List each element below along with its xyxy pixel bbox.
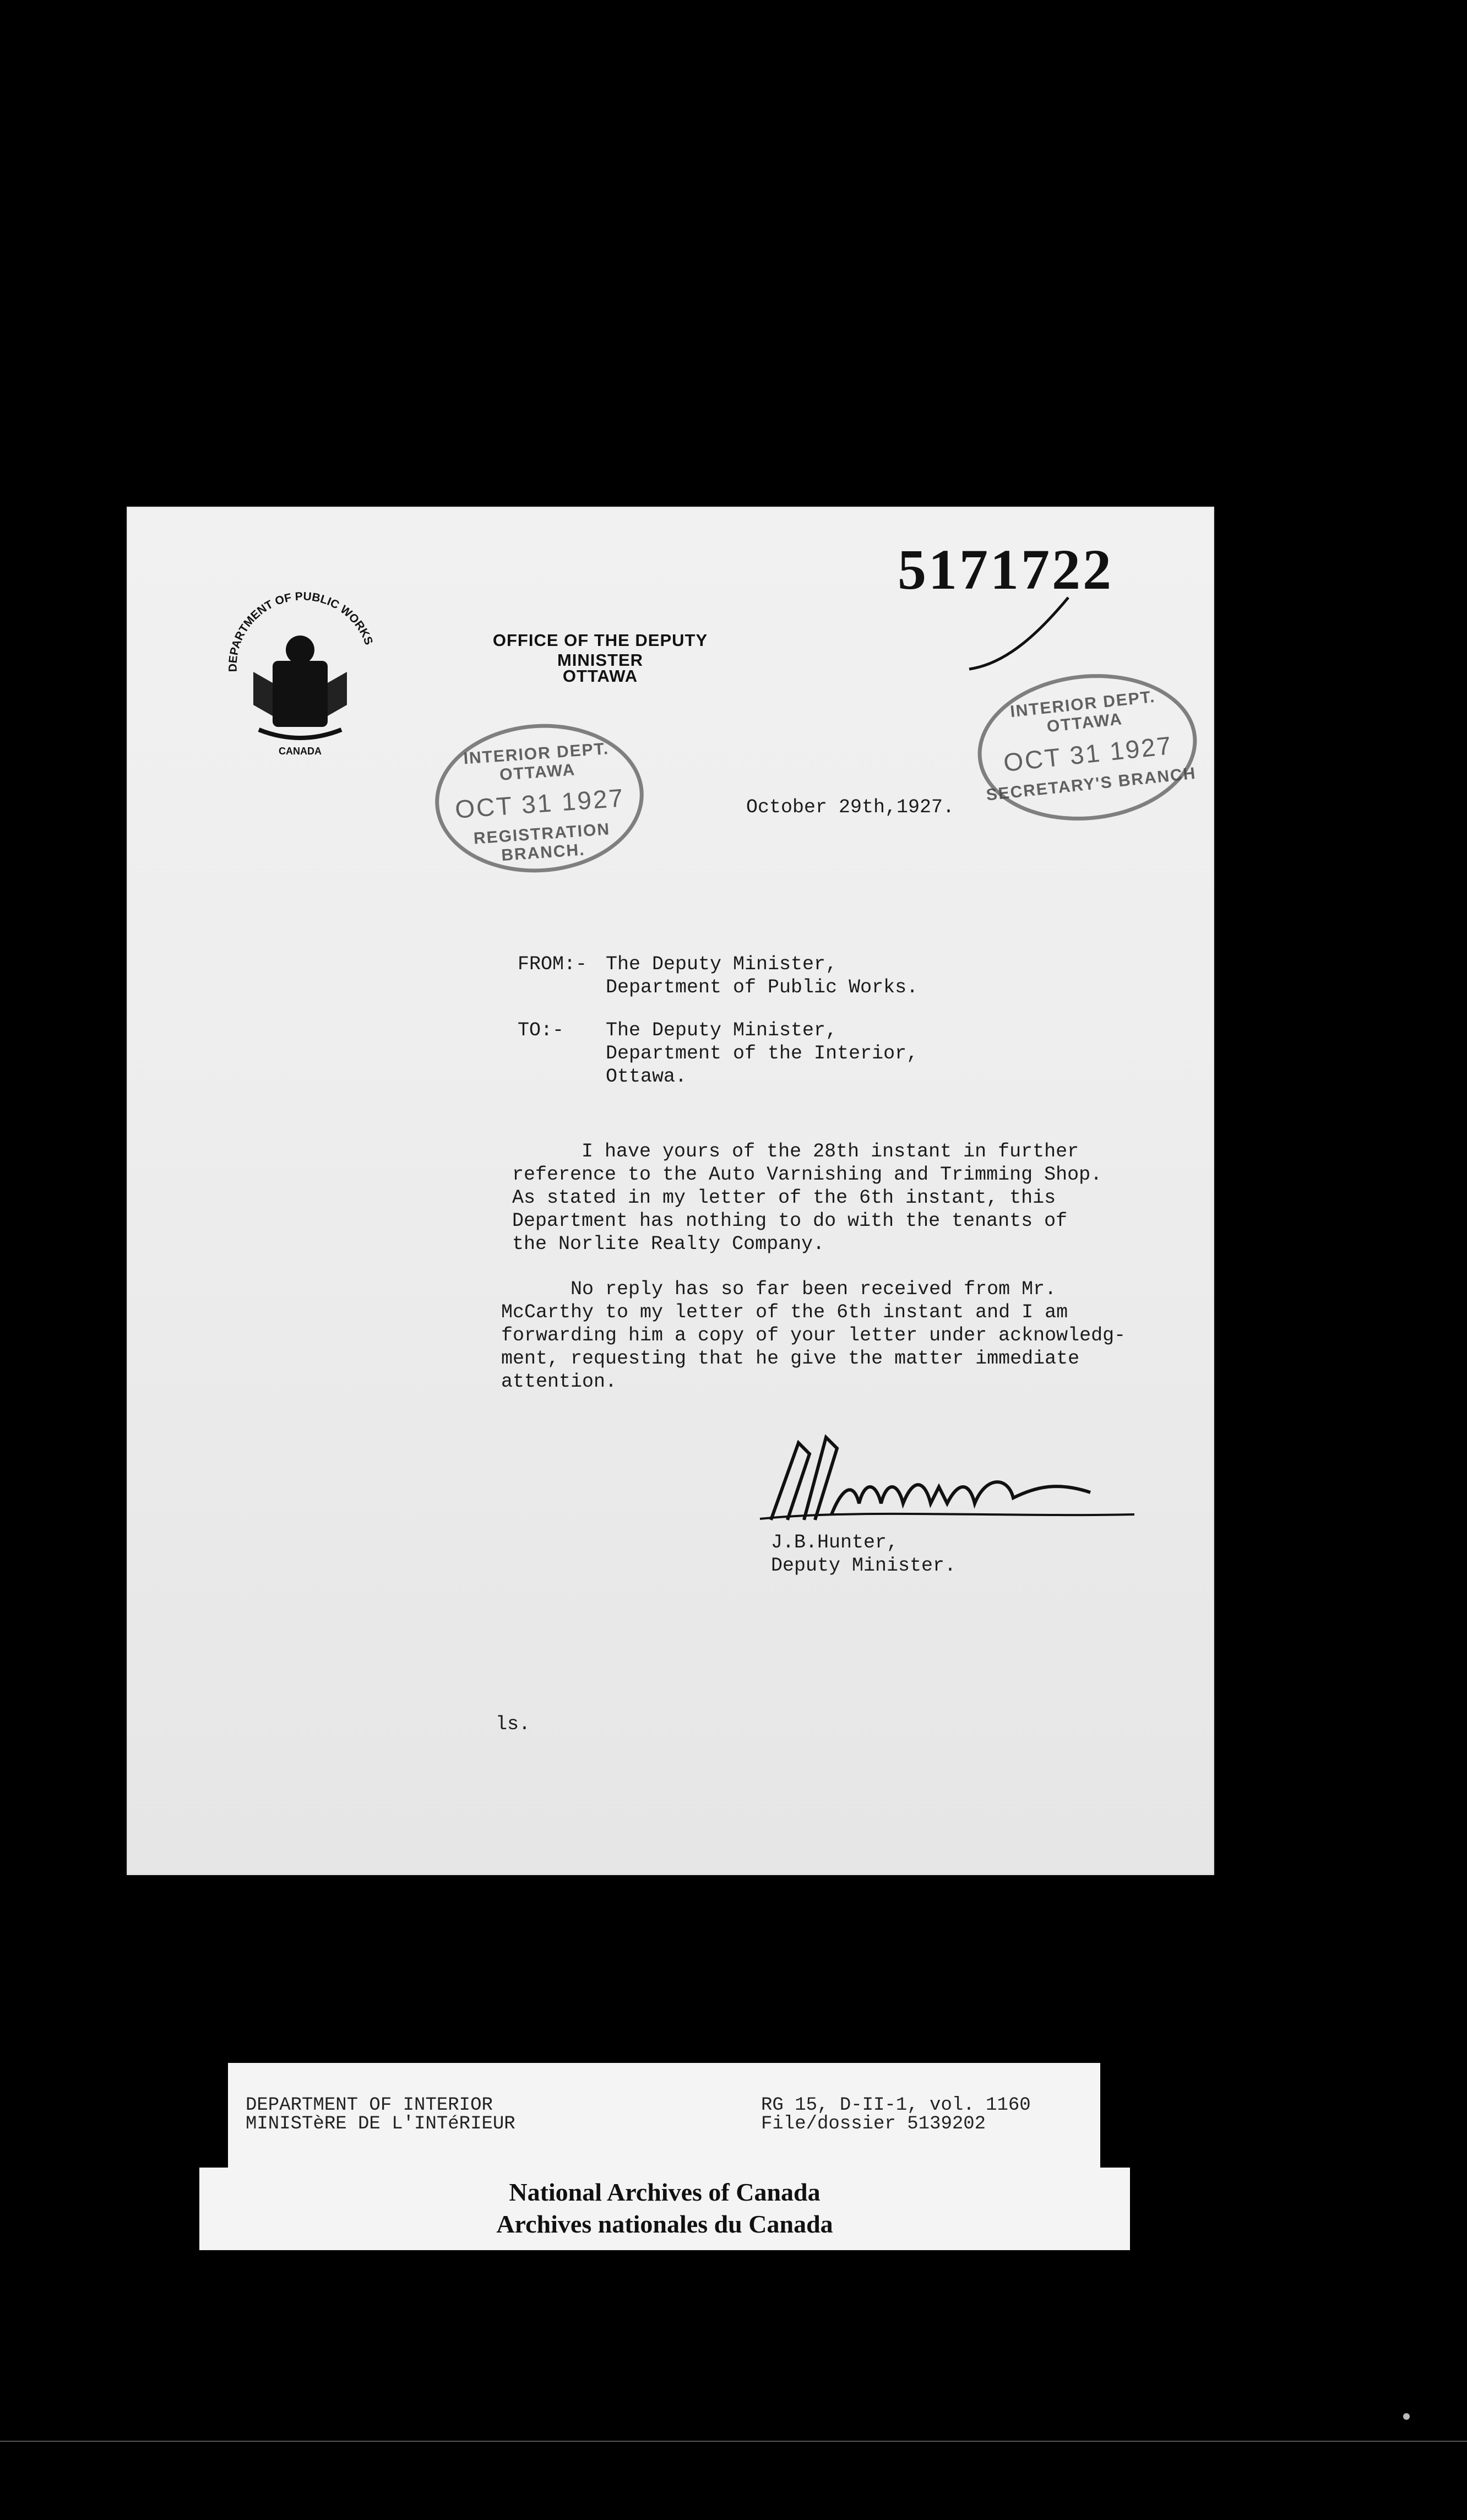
from-label: FROM:- <box>518 953 588 975</box>
received-stamp-right: INTERIOR DEPT. OTTAWA OCT 31 1927 SECRETARY'S BRANCH <box>970 664 1204 831</box>
department-name: DEPARTMENT OF INTERIOR MINISTèRE DE L'INTéRIEUR <box>246 2095 515 2135</box>
received-stamp-left: INTERIOR DEPT. OTTAWA OCT 31 1927 REGISTRATION BRANCH. <box>430 717 649 879</box>
file-number: 5171722 <box>898 538 1113 601</box>
coat-of-arms-icon <box>220 589 380 765</box>
archives-name-fr: Archives nationales du Canada <box>496 2210 833 2238</box>
archive-reference-label <box>228 2063 1100 2168</box>
letter-date: October 29th,1927. <box>746 796 955 818</box>
handwritten-signature <box>749 1421 1167 1531</box>
film-edge-line <box>0 2441 1467 2442</box>
file-number-pen-stroke <box>964 592 1074 675</box>
letter-page: 5171722 DEPARTMENT OF PUBLIC WORKS CANADA OFFICE OF THE DEPUTY MINISTER OTTAWA INTERIOR DEPT. OTTAWA OCT 31 1927 REGISTRATION BRANCH. INTERIOR DEPT. OTTAWA OCT 31 1927 SECRETARY'S BRANCH October 29th,1927. FROM:- The Deputy Minister, Department of Public Works. TO:- The Deputy Minister, Department of the Interior, Ottawa. I have yours of the 28th instant in further reference to the Auto Varnishing and Trimming Shop. As stated in my letter of the 6th instant, this Department has nothing to do with the tenants of the Norlite Realty Company. No reply has so far been received from Mr. McCarthy to my letter of the 6th instant and I am forwarding him a copy of your letter under acknowledg- ment, requesting that he give the matter immediate attention. J.B.Hunter, Deputy Minister. ls. <box>127 507 1214 1875</box>
typist-initials: ls. <box>496 1713 531 1735</box>
svg-text:DEPARTMENT OF PUBLIC WORKS: DEPARTMENT OF PUBLIC WORKS <box>226 590 376 672</box>
film-speck <box>1403 2413 1410 2420</box>
signatory-title: Deputy Minister. <box>771 1555 957 1577</box>
svg-text:CANADA: CANADA <box>279 746 322 757</box>
archives-name-en: National Archives of Canada <box>509 2178 821 2206</box>
office-heading: OFFICE OF THE DEPUTY MINISTER <box>492 631 708 670</box>
to-label: TO:- <box>518 1019 564 1041</box>
signatory-name: J.B.Hunter, <box>771 1531 899 1554</box>
city-heading: OTTAWA <box>562 666 638 686</box>
archives-banner <box>199 2168 1130 2250</box>
record-reference: RG 15, D-II-1, vol. 1160 File/dossier 5139202 <box>761 2095 1031 2135</box>
